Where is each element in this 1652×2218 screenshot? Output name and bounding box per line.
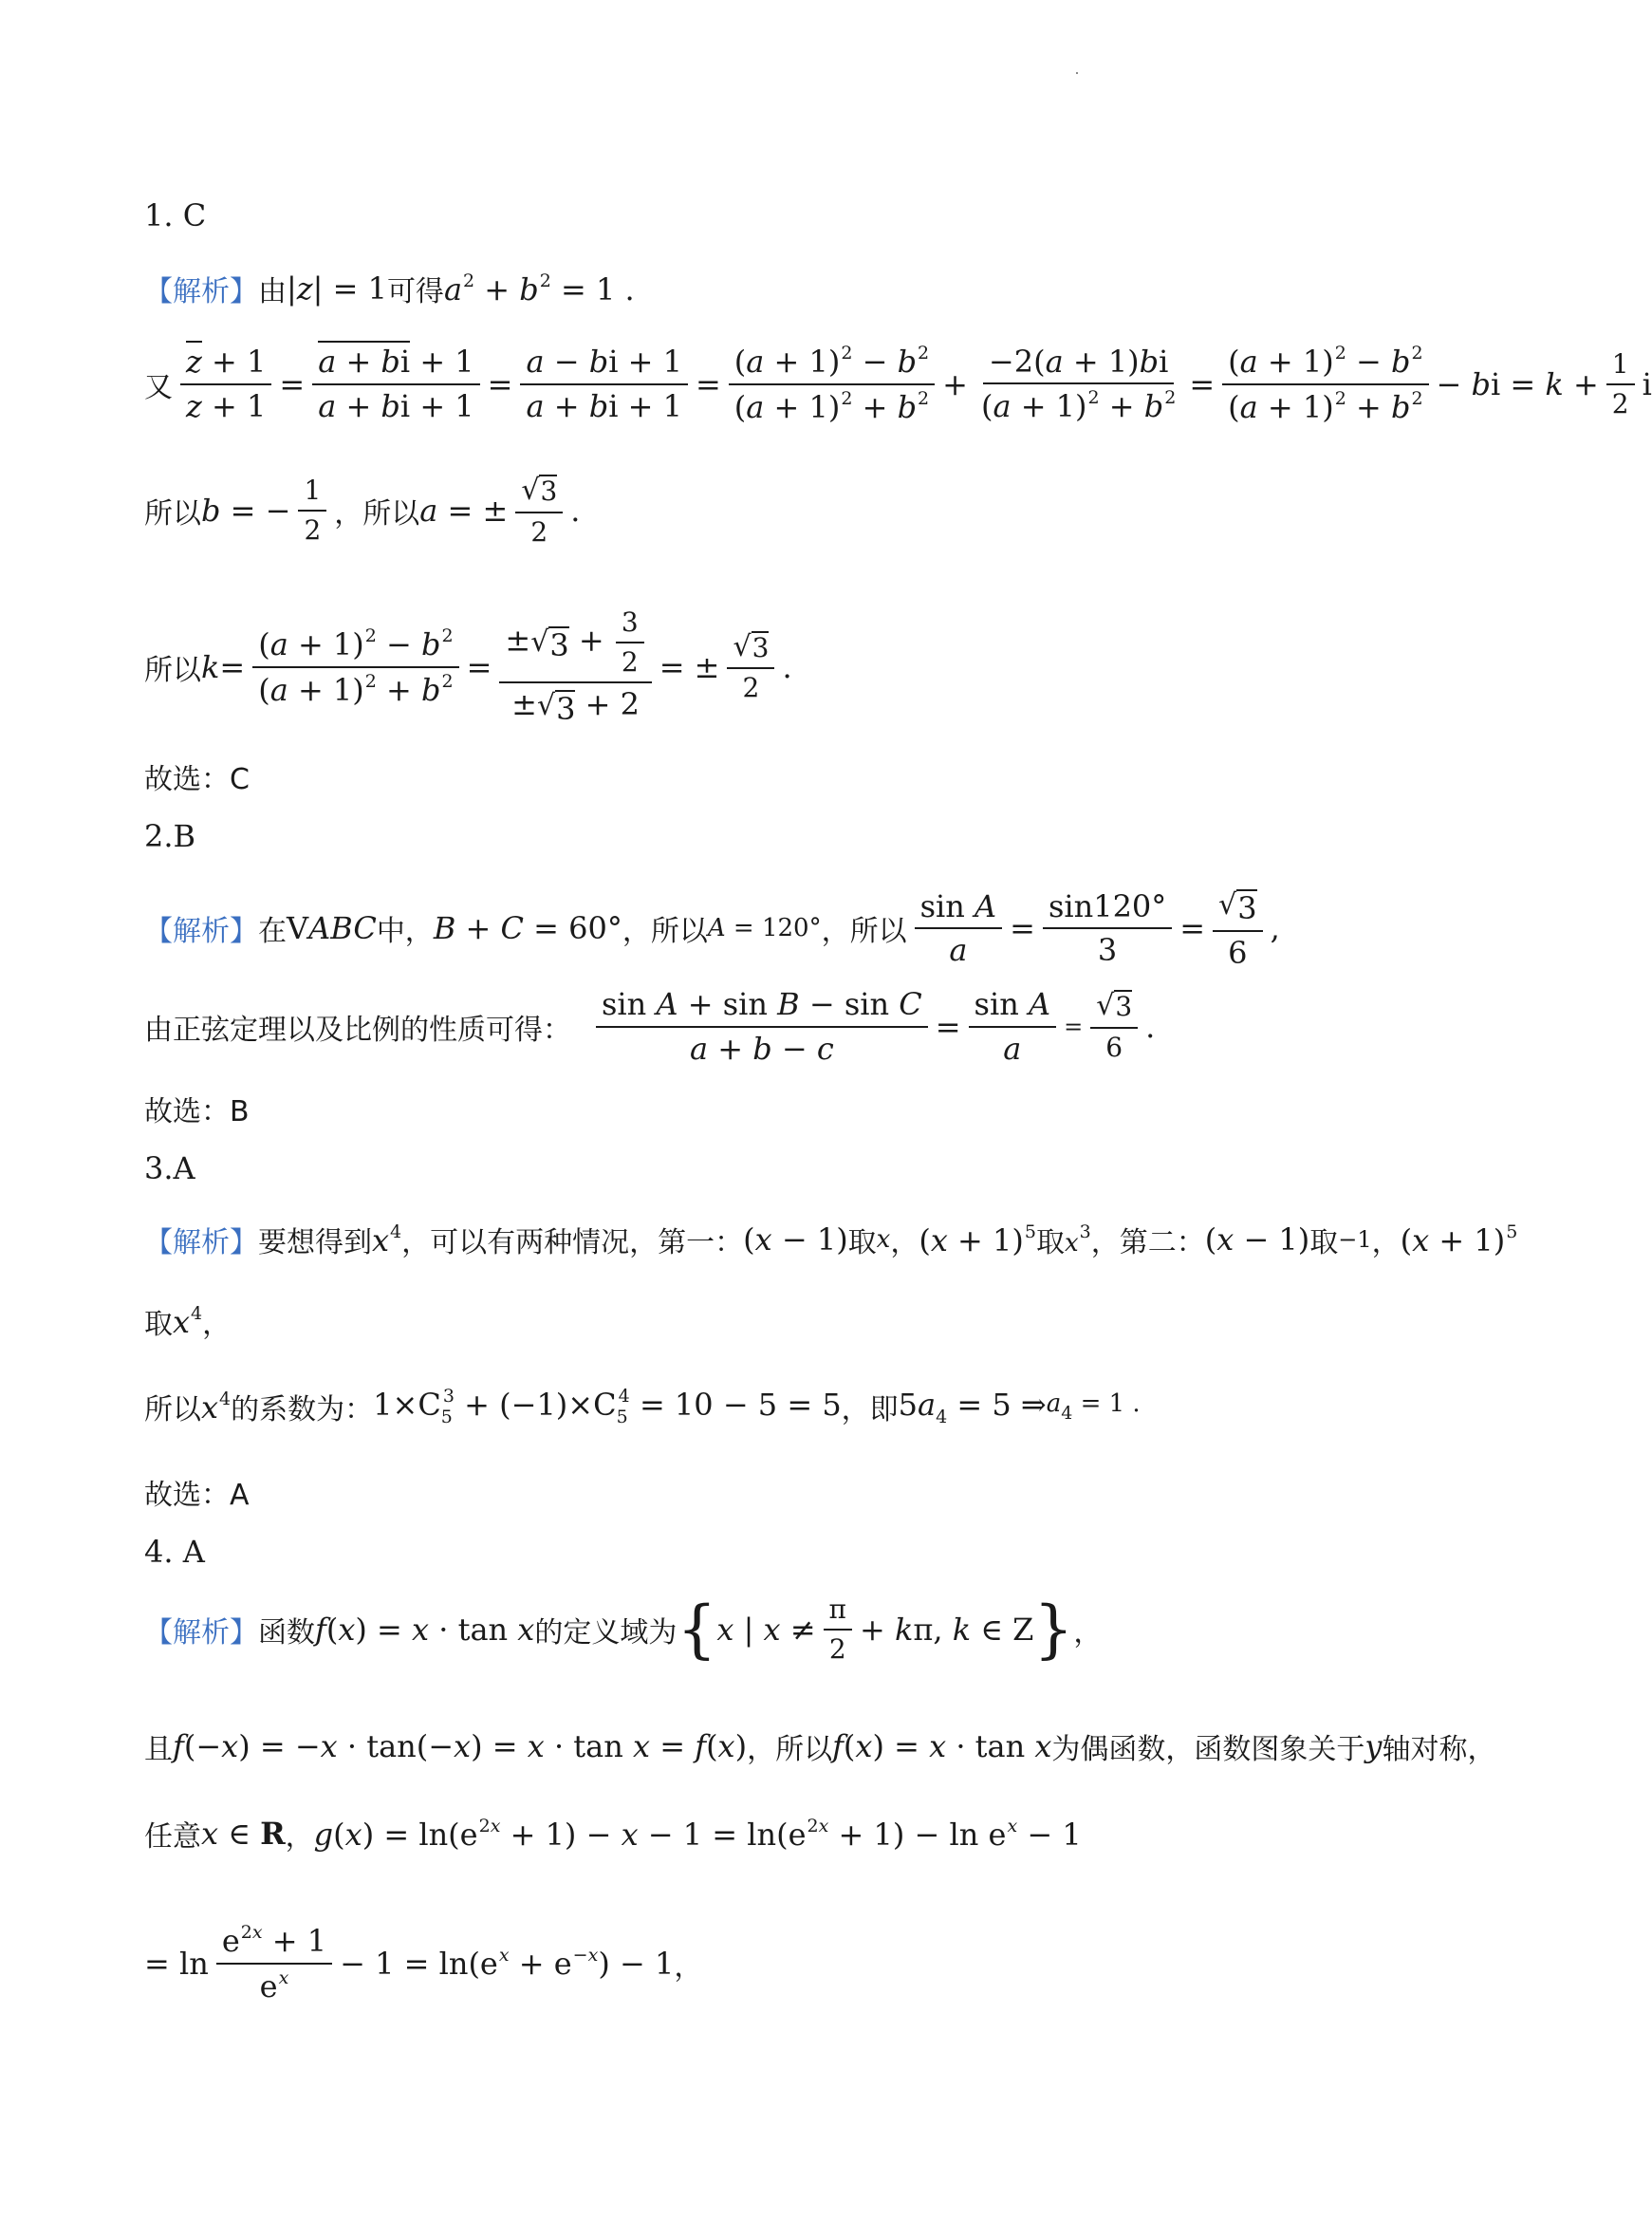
q2-line-1: 【解析】 在 VABC 中， B + C = 60° ，所以 A = 120° ，所以 $\frac{\text{sin A}}{a}$ = $\frac{\sin 120^\circ}{3}$ = √ 3 6 , [144, 887, 1280, 971]
q2-line-2: 由正弦定理以及比例的性质可得： $\frac{\text{sin A + sin B − sin C}}{a + b - c}$ = $\frac{\text{sin A}}{a}$ = √ 3 6 . [144, 986, 1156, 1067]
q1-line-1: 【解析】 由 |z| = 1 可得 $a^2 + b^2 = 1$ . [144, 268, 635, 309]
q1-label: 1. C [144, 197, 207, 233]
q1-analysis-tag: 【解析】 [144, 275, 258, 308]
q4-line-2: 且 f(−x) = −x · tan(−x) = x · tan x = f(x) ，所以 f(x) = x · tan x 为偶函数，函数图象关于 y 轴对称， [144, 1728, 1496, 1766]
q3-line-3: 所以 $x^4$ 的系数为： $1\times C_5^3 + (-1)\times C_5^4 = 10 - 5 = 5$ ，即 $5a_4 = 5$ ⇒ $a_4 = 1$ . [144, 1386, 1141, 1427]
q3-line-1: 【解析】 要想得到 $x^4$ ，可以有两种情况，第一： (x − 1) 取 x ， $(x + 1)^5$ 取 $x^3$ ，第二： (x − 1) 取 −1 ， $(x + 1)^5$ [144, 1221, 1518, 1259]
q3-label: 3.A [144, 1150, 195, 1186]
q4-line-4: = ln $\frac{e^{2x} + 1}{e^x}$ − $1 = \ln(e^x + e^{-x}) - 1$ ， [144, 1922, 703, 2004]
q1-answer: 故选：C [144, 763, 250, 796]
scan-speck [1076, 72, 1078, 74]
q1-line-3: 所以 b = − $\frac{1}{2}$ ，所以 a = ± √ 3 2 . [144, 474, 581, 548]
q3-answer: 故选：A [144, 1479, 250, 1512]
q2-label: 2.B [144, 818, 196, 854]
q1-line-2: 又 $\frac{z + 1}{z + 1}$ = $\frac{a + bi + 1}{a + bi + 1}$ = $\frac{a - bi + 1}{a + bi + 1}$ = $\frac{(a + 1)^2 - b^2}{(a + 1)^2 + b^2}$ + $\frac{-2(a + 1)bi}{(a + 1)^2 + b^2}$ = $\frac{(a + 1)^2 - b^2}{(a + 1)^2 + b^2}$ − bi = k + $\frac{1}{2}$ i [144, 343, 1652, 425]
q3-line-2: 取 $x^4$ ， [144, 1302, 232, 1341]
q1-line-4: 所以 k = $\frac{(a + 1)^2 - b^2}{(a + 1)^2 + b^2}$ = ± √ 3 + $\frac{3}{2}$ ± √ 3 + 2 = ± √ 3 2 . [144, 606, 792, 728]
q4-line-3: 任意 x ∈ R ， $g(x) = \ln(e^{2x} + 1) - x - 1 = \ln(e^{2x} + 1) - \ln e^x - 1$ [144, 1815, 1082, 1854]
q4-line-1: 【解析】 函数 f(x) = x · tan x 的定义域为 { x | x ≠ $\frac{\pi}{2}$ + kπ, k ∈ Z } ， [144, 1593, 1103, 1667]
q4-label: 4. A [144, 1534, 205, 1570]
q2-answer: 故选：B [144, 1095, 250, 1128]
